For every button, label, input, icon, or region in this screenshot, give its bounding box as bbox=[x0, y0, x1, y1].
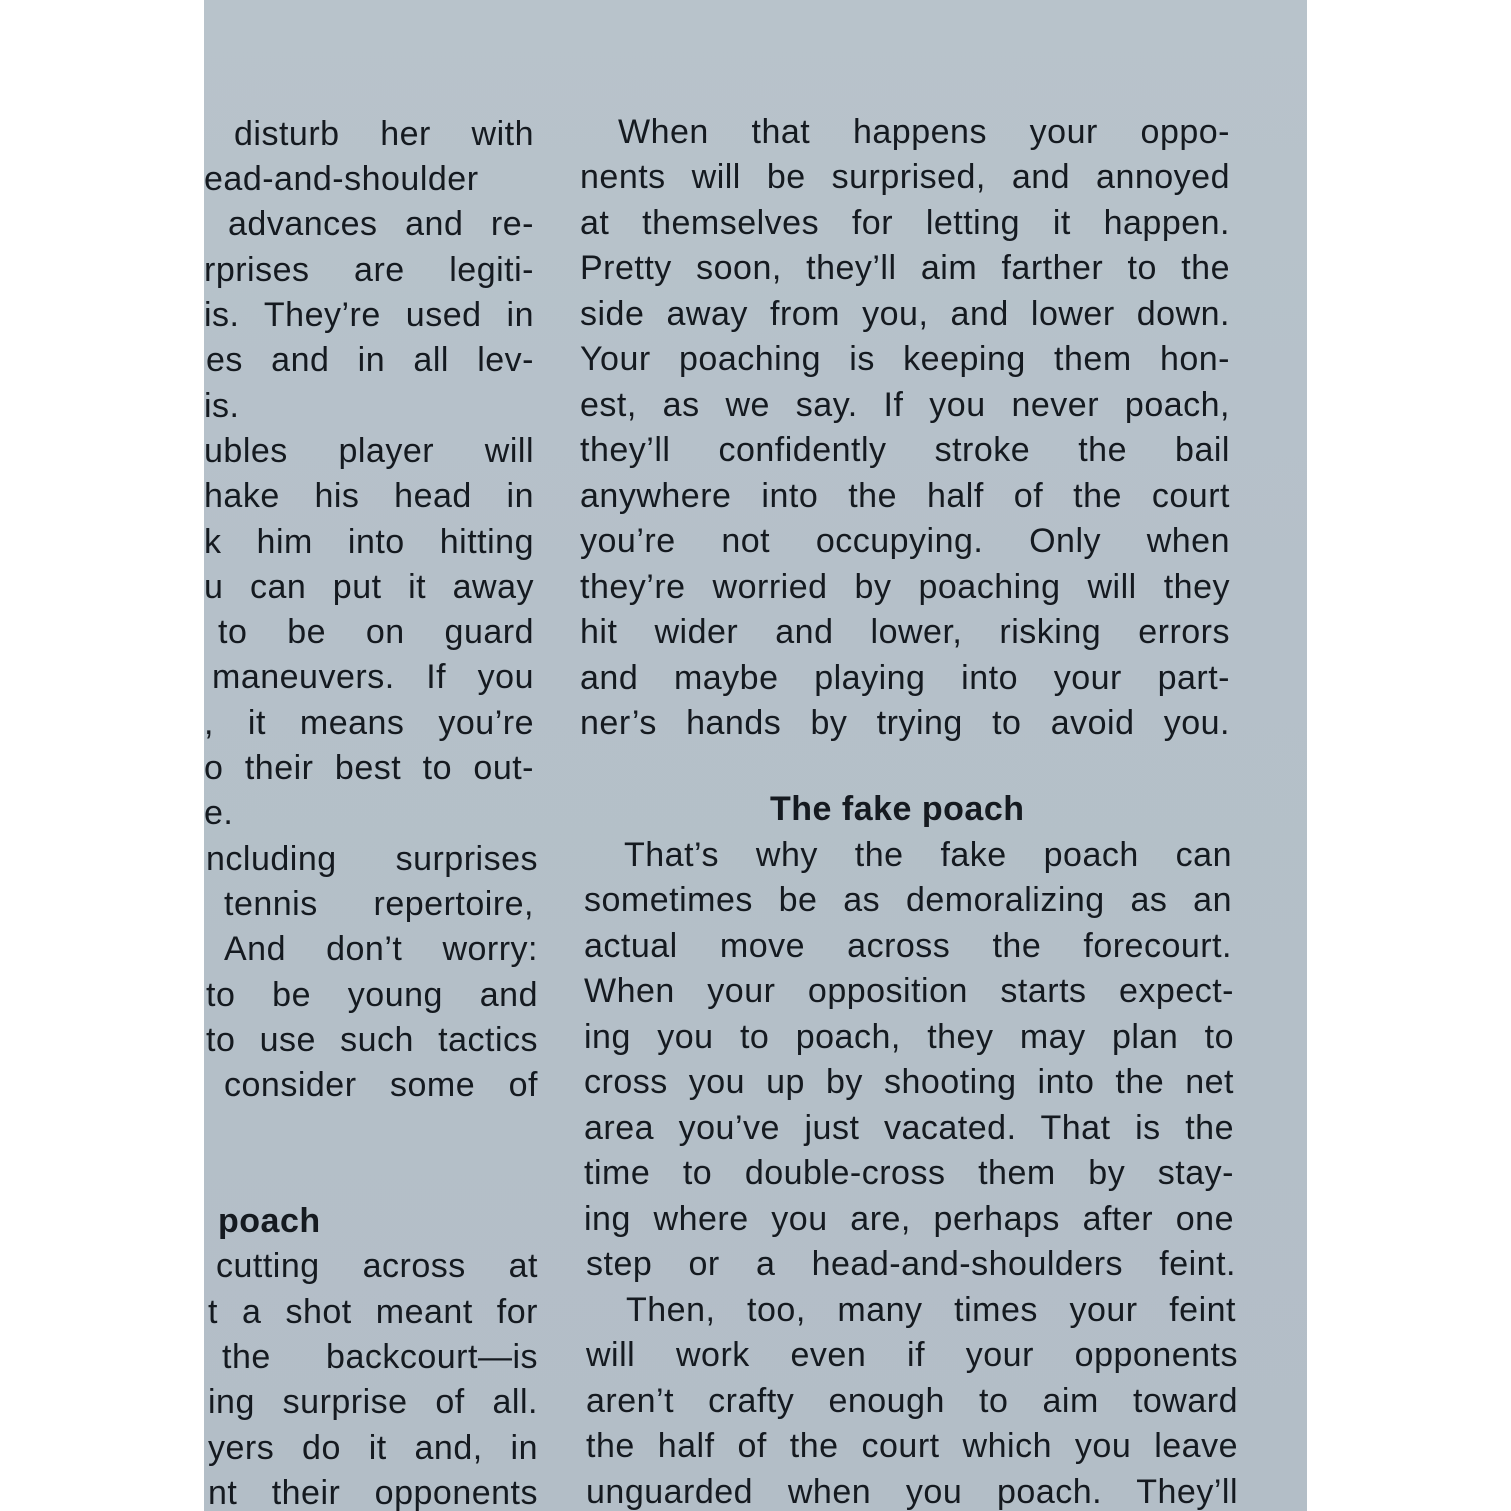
left-line: cutting across at bbox=[216, 1247, 538, 1285]
left-line: to use such tactics bbox=[206, 1021, 538, 1059]
paragraph-line: unguarded when you poach. They’ll bbox=[586, 1473, 1238, 1511]
left-section-heading: poach bbox=[218, 1202, 321, 1240]
left-line: t a shot meant for bbox=[208, 1293, 538, 1331]
paragraph-line: That’s why the fake poach can bbox=[624, 836, 1232, 874]
left-line: o their best to out- bbox=[204, 749, 534, 787]
paragraph-line: the half of the court which you leave bbox=[586, 1427, 1238, 1465]
left-line: And don’t worry: bbox=[224, 930, 538, 968]
section-heading-fake-poach: The fake poach bbox=[770, 790, 1025, 828]
paragraph-line: you’re not occupying. Only when bbox=[580, 522, 1230, 560]
paragraph-line: step or a head-and-shoulders feint. bbox=[586, 1245, 1236, 1283]
left-line: k him into hitting bbox=[204, 523, 534, 561]
paragraph-line: time to double-cross them by stay- bbox=[584, 1154, 1234, 1192]
paragraph-line: hit wider and lower, risking errors bbox=[580, 613, 1230, 651]
left-line: consider some of bbox=[224, 1066, 538, 1104]
left-line: to be young and bbox=[206, 976, 538, 1014]
left-line: is. They’re used in bbox=[204, 296, 534, 334]
left-line: ncluding surprises bbox=[206, 840, 538, 878]
left-line: hake his head in bbox=[204, 477, 534, 515]
paragraph-line: Then, too, many times your feint bbox=[626, 1291, 1236, 1329]
paragraph-line: they’re worried by poaching will they bbox=[580, 568, 1230, 606]
paragraph-line: ner’s hands by trying to avoid you. bbox=[580, 704, 1230, 742]
left-line: nt their opponents bbox=[208, 1474, 538, 1511]
paragraph-line: ing where you are, perhaps after one bbox=[584, 1200, 1234, 1238]
paragraph-line: they’ll confidently stroke the bail bbox=[580, 431, 1230, 469]
paragraph-line: Your poaching is keeping them hon- bbox=[580, 340, 1230, 378]
left-line: the backcourt—is bbox=[222, 1338, 538, 1376]
paragraph-line: When your opposition starts expect- bbox=[584, 972, 1234, 1010]
left-line: disturb her with bbox=[234, 115, 534, 153]
magazine-page bbox=[204, 0, 1307, 1511]
left-line: advances and re- bbox=[228, 205, 534, 243]
paragraph-line: ing you to poach, they may plan to bbox=[584, 1018, 1234, 1056]
paragraph-line: at themselves for letting it happen. bbox=[580, 204, 1230, 242]
left-line: maneuvers. If you bbox=[212, 658, 534, 696]
left-line: ing surprise of all. bbox=[208, 1383, 538, 1421]
paragraph-line: actual move across the forecourt. bbox=[584, 927, 1232, 965]
paragraph-line: When that happens your oppo- bbox=[618, 113, 1230, 151]
left-line: to be on guard bbox=[218, 613, 534, 651]
paragraph-line: aren’t crafty enough to aim toward bbox=[586, 1382, 1238, 1420]
left-line: e. bbox=[204, 794, 234, 832]
left-line: u can put it away bbox=[204, 568, 534, 606]
paragraph-line: and maybe playing into your part- bbox=[580, 659, 1230, 697]
paragraph-line: area you’ve just vacated. That is the bbox=[584, 1109, 1234, 1147]
paragraph-line: sometimes be as demoralizing as an bbox=[584, 881, 1232, 919]
left-line: ead-and-shoulder bbox=[204, 160, 479, 198]
paragraph-line: side away from you, and lower down. bbox=[580, 295, 1230, 333]
left-line: is. bbox=[204, 387, 240, 425]
paragraph-line: cross you up by shooting into the net bbox=[584, 1063, 1234, 1101]
left-line: ubles player will bbox=[204, 432, 534, 470]
paragraph-line: est, as we say. If you never poach, bbox=[580, 386, 1230, 424]
paragraph-line: anywhere into the half of the court bbox=[580, 477, 1230, 515]
paragraph-line: nents will be surprised, and annoyed bbox=[580, 158, 1230, 196]
left-line: tennis repertoire, bbox=[224, 885, 534, 923]
left-line: yers do it and, in bbox=[208, 1429, 538, 1467]
left-line: , it means you’re bbox=[204, 704, 534, 742]
left-line: es and in all lev- bbox=[206, 341, 534, 379]
paragraph-line: will work even if your opponents bbox=[586, 1336, 1238, 1374]
paragraph-line: Pretty soon, they’ll aim farther to the bbox=[580, 249, 1230, 287]
left-line: rprises are legiti- bbox=[204, 251, 534, 289]
